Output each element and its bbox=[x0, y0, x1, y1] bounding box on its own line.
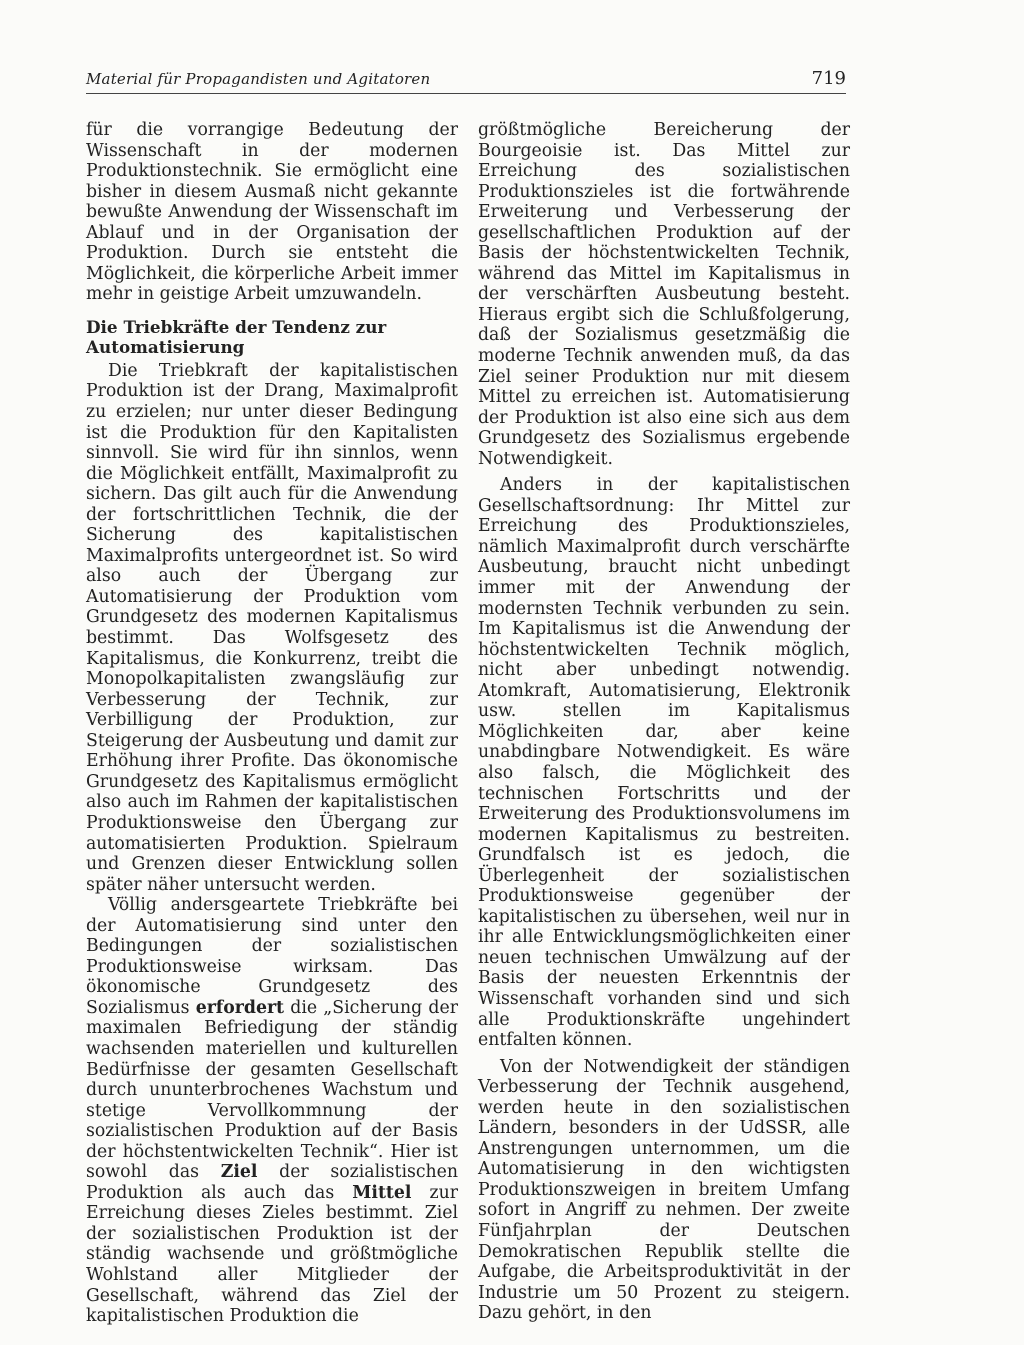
header-rule bbox=[86, 93, 846, 94]
right-paragraph-2: Anders in der kapitalistischen Gesellschaftsordnung: Ihr Mittel zur Erreichung des Produktionszieles, nämlich Maximalprofit durch verschärfte Ausbeutung, braucht nicht unbedingt immer mit der Anwendung der modernsten Technik verbunden zu sein. Im Kapitalismus ist die Anwendung der höchstentwickelten Technik möglich, nicht aber unbedingt notwendig. Atomkraft, Automatisierung, Elektronik usw. stellen im Kapitalismus Möglichkeiten dar, aber keine unabdingbare Notwendigkeit. Es wäre also falsch, die Möglichkeit des technischen Fortschritts und der Erweiterung des Produktionsvolumens im modernen Kapitalismus zu bestreiten. Grundfalsch ist es jedoch, die Überlegenheit der sozialistischen Produktionsweise gegenüber der kapitalistischen zu übersehen, weil nur in ihr alle Entwicklungsmöglichkeiten einer neuen technischen Umwälzung auf der Basis der neuesten Erkenntnis der Wissenschaft vorhanden sind und sich alle Produktionskräfte ungehindert entfalten können. bbox=[478, 475, 850, 1051]
left-paragraph-1: für die vorrangige Bedeutung der Wissenschaft in der modernen Produktionstechnik. Sie ermöglicht eine bisher in diesem Ausmaß nicht gekannte bewußte Anwendung der Wissenschaft im Ablauf und in der Organisation der Produktion. Durch sie entsteht die Möglichkeit, die körperliche Arbeit immer mehr in geistige Arbeit umzuwandeln. bbox=[86, 120, 458, 305]
left-column bbox=[86, 120, 458, 1327]
section-heading: Die Triebkräfte der Tendenz zur Automatisierung bbox=[86, 316, 387, 357]
para3-bold-ziel: Ziel bbox=[220, 1162, 258, 1183]
running-title: Material für Propagandisten und Agitatoren bbox=[86, 70, 431, 88]
right-paragraph-3: Von der Notwendigkeit der ständigen Verbesserung der Technik ausgehend, werden heute in den sozialistischen Ländern, besonders in der UdSSR, alle Anstrengungen unternommen, um die Automatisierung in den wichtigsten Produktionszweigen in breitem Umfang sofort in Angriff zu nehmen. Der zweite Fünfjahrplan der Deutschen Demokratischen Republik stellte die Aufgabe, die Arbeitsproduktivität in der Industrie um 50 Prozent zu steigern. Dazu gehört, in den bbox=[478, 1056, 850, 1324]
left-paragraph-3 bbox=[86, 895, 458, 1326]
right-paragraph-1: größtmögliche Bereicherung der Bourgeoisie ist. Das Mittel zur Erreichung des sozialistischen Produktionszieles ist die fortwährende Erweiterung und Verbesserung der gesellschaftlichen Produktion auf der Basis der höchstentwickelten Technik, während das Mittel im Kapitalismus in der verschärften Ausbeutung besteht. Hieraus ergibt sich die Schlußfolgerung, daß der Sozialismus gesetzmäßig die moderne Technik anwenden muß, da das Ziel seiner Produktion nur mit diesem Mittel zu erreichen ist. Automatisierung der Produktion ist also eine sich aus dem Grundgesetz des Sozialismus ergebende Notwendigkeit. bbox=[478, 120, 850, 469]
para3-bold-erfordert: erfordert bbox=[195, 997, 285, 1018]
spacer bbox=[86, 305, 458, 311]
para3-text-b: die „Sicherung der maximalen Befriedigung der ständig wachsenden materiellen und kulturellen Bedürfnisse der gesamten Gesellschaft durch ununterbrochenes Wachstum und stetige Vervollkommnung der sozialistischen Produktion auf der Basis der höchstentwickelten Technik“. Hier ist sowohl das bbox=[86, 997, 458, 1183]
para3-text-a: Völlig andersgeartete Triebkräfte bei der Automatisierung sind unter den Bedingungen der sozialistischen Produktionsweise wirksam. Das ökonomische Grundgesetz des Sozialismus bbox=[86, 895, 458, 1018]
para3-bold-mittel: Mittel bbox=[352, 1182, 412, 1203]
para3-text-d: zur Erreichung dieses Zieles bestimmt. Ziel der sozialistischen Produktion ist der ständig wachsende und größtmögliche Wohlstand aller Mitglieder der Gesellschaft, während das Ziel der kapitalistischen Produktion die bbox=[86, 1182, 458, 1327]
right-column bbox=[478, 120, 850, 1324]
running-head bbox=[86, 68, 846, 94]
page-number: 719 bbox=[811, 68, 846, 89]
left-paragraph-2: Die Triebkraft der kapitalistischen Produktion ist der Drang, Maximalprofit zu erzielen; nur unter dieser Bedingung ist die Produktion für den Kapitalisten sinnvoll. Sie wird für ihn sinnlos, wenn die Möglichkeit entfällt, Maximalprofit zu sichern. Das gilt auch für die Anwendung der fortschrittlichen Technik, die der Sicherung des kapitalistischen Maximalprofits untergeordnet ist. So wird also auch der Übergang zur Automatisierung der Produktion vom Grundgesetz des modernen Kapitalismus bestimmt. Das Wolfsgesetz des Kapitalismus, die Konkurrenz, treibt die Monopolkapitalisten zwangsläufig zur Verbesserung der Technik, zur Verbilligung der Produktion, zur Steigerung der Ausbeutung und damit zur Erhöhung ihrer Profite. Das ökonomische Grundgesetz des Kapitalismus ermöglicht also auch im Rahmen der kapitalistischen Produktionsweise den Übergang zur automatisierten Produktion. Spielraum und Grenzen dieser Entwicklung sollen später näher untersucht werden. bbox=[86, 360, 458, 895]
para3-text-c: der sozialistischen Produktion als auch das bbox=[86, 1162, 458, 1203]
